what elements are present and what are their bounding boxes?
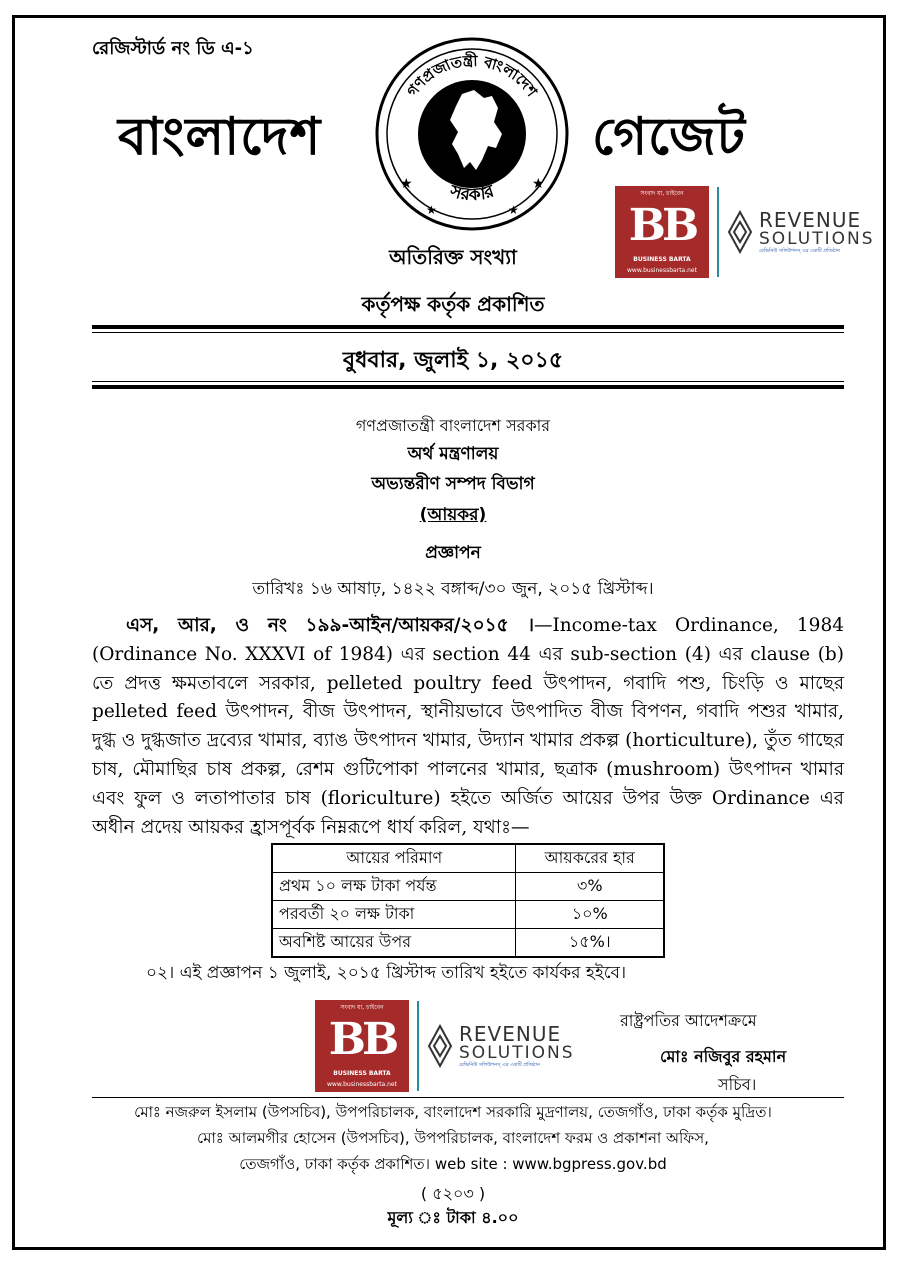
rule-thin: [92, 332, 844, 333]
table-row: [272, 873, 664, 901]
revenue-solutions-text: REVENUE SOLUTIONS রেভিনিউ সলিউশনস্‌ এর একটি প্রতিষ্ঠান: [459, 1021, 575, 1068]
table-cell: ১৫%।: [516, 929, 664, 958]
seal-text-bottom: সরকার: [447, 181, 497, 206]
effective-date-clause: ০২। এই প্রজ্ঞাপন ১ জুলাই, ২০১৫ খ্রিস্টাব্দ তারিখ হইতে কার্যকর হইবে।: [146, 963, 627, 983]
rule-thin: [92, 381, 844, 382]
division-name: অভ্যন্তরীণ সম্পদ বিভাগ: [371, 474, 535, 494]
star-icon: ★: [508, 203, 519, 217]
table-header: আয়ের পরিমাণ: [272, 844, 516, 873]
table-cell: অবশিষ্ট আয়ের উপর: [272, 929, 516, 958]
paragraph-text: —Income-tax Ordinance, 1984 (Ordinance No. XXXVI of 1984) এর section 44 এর sub-section (4) এর clause (b) তে প্রদত্ত ক্ষমতাবলে সরকার, pelleted poultry feed উৎপাদন, গবাদি পশু, চিংড়ি ও মাছের pelleted feed উৎপাদন, বীজ উৎপাদন, স্থানীয়ভাবে উৎপাদিত বীজ বিপণন, গবাদি পশুর খামার, দুগ্ধ ও দুগ্ধজাত দ্রব্যের খামার, ব্যাঙ উৎপাদন খামার, উদ্যান খামার প্রকল্প (horticulture), তুঁত গাছের চাষ, মৌমাছির চাষ প্রকল্প, রেশম গুটিপোকা পালনের খামার, ছত্রাক (mushroom) উৎপাদন খামার এবং ফুল ও লতাপাতার চাষ (floriculture) হইতে অর্জিত আয়ের উপর উক্ত Ordinance এর অধীন প্রদেয় আয়কর হ্রাসপূর্বক নিম্নরূপে ধার্য করিল, যথাঃ—: [92, 615, 844, 838]
title-gazette: গেজেট: [592, 107, 746, 167]
sro-reference: এস, আর, ও নং ১৯৯-আইন/আয়কর/২০১৫ ।: [126, 615, 534, 636]
star-icon: ★: [426, 203, 437, 217]
publisher-address-line: তেজগাঁও, ঢাকা কর্তৃক প্রকাশিত। web site : www.bgpress.gov.bd: [239, 1155, 667, 1173]
revenue-logo-icon: [427, 1024, 453, 1068]
publisher-line: মোঃ আলমগীর হোসেন (উপসচিব), উপপরিচালক, বাংলাদেশ ফরম ও প্রকাশনা অফিস,: [197, 1129, 709, 1147]
seal-text-top: গণপ্রজাতন্ত্রী বাংলাদেশ: [403, 51, 541, 100]
business-barta-logo: সংবাদ যা, চাইবেন BB BUSINESS BARTA www.businessbarta.net: [315, 1000, 409, 1092]
table-row: [272, 929, 664, 958]
star-icon: ★: [400, 176, 413, 192]
business-barta-logo: সংবাদ যা, চাইবেন BB BUSINESS BARTA www.businessbarta.net: [615, 186, 709, 278]
registered-number: রেজিস্টার্ড নং ডি এ-১: [92, 38, 254, 59]
rule-thick: [92, 325, 844, 329]
star-icon: ★: [532, 176, 545, 192]
table-row: [272, 901, 664, 929]
footer-rule: [92, 1097, 844, 1098]
presidential-order: রাষ্ট্রপতির আদেশক্রমে: [620, 1011, 757, 1030]
tax-rate-table: [271, 843, 665, 958]
revenue-solutions-text: REVENUE SOLUTIONS রেভিনিউ সলিউশনস্‌ এর একটি প্রতিষ্ঠান: [759, 207, 875, 254]
page-number: ( ৫২০৩ ): [420, 1184, 486, 1203]
table-header-row: [272, 844, 664, 873]
table-cell: পরবর্তী ২০ লক্ষ টাকা: [272, 901, 516, 929]
issue-date: বুধবার, জুলাই ১, ২০১৫: [342, 348, 564, 373]
table-cell: ১০%: [516, 901, 664, 929]
notice-paragraph: [92, 612, 844, 842]
government-seal: [374, 36, 570, 232]
title-bangladesh: বাংলাদেশ: [118, 107, 322, 167]
rule-thick: [92, 385, 844, 389]
section-wrap: [0, 502, 906, 530]
table-cell: ৩%: [516, 873, 664, 901]
extra-issue: অতিরিক্ত সংখ্যা: [389, 245, 517, 269]
notice-date: তারিখঃ ১৬ আষাঢ়, ১৪২২ বঙ্গাব্দ/৩০ জুন, ২০১৫ খ্রিস্টাব্দ।: [252, 579, 654, 599]
table-cell: প্রথম ১০ লক্ষ টাকা পর্যন্ত: [272, 873, 516, 901]
government-name: গণপ্রজাতন্ত্রী বাংলাদেশ সরকার: [355, 416, 551, 435]
signatory-title: সচিব।: [718, 1075, 757, 1094]
table-header: আয়করের হার: [516, 844, 664, 873]
printer-line: মোঃ নজরুল ইসলাম (উপসচিব), উপপরিচালক, বাংলাদেশ সরকারি মুদ্রণালয়, তেজগাঁও, ঢাকা কর্তৃক মুদ্রিত।: [134, 1103, 772, 1121]
ad-divider: [417, 1001, 419, 1091]
ministry-name: অর্থ মন্ত্রণালয়: [407, 444, 499, 464]
advertisement-bottom[interactable]: [315, 1000, 575, 1092]
published-by: কর্তৃপক্ষ কর্তৃক প্রকাশিত: [361, 292, 545, 316]
signatory-name: মোঃ নজিবুর রহমান: [660, 1047, 787, 1066]
notice-heading: প্রজ্ঞাপন: [425, 543, 481, 563]
price: মূল্য ঃ টাকা ৪.০০: [387, 1208, 519, 1227]
section-name: (আয়কর): [419, 505, 487, 525]
